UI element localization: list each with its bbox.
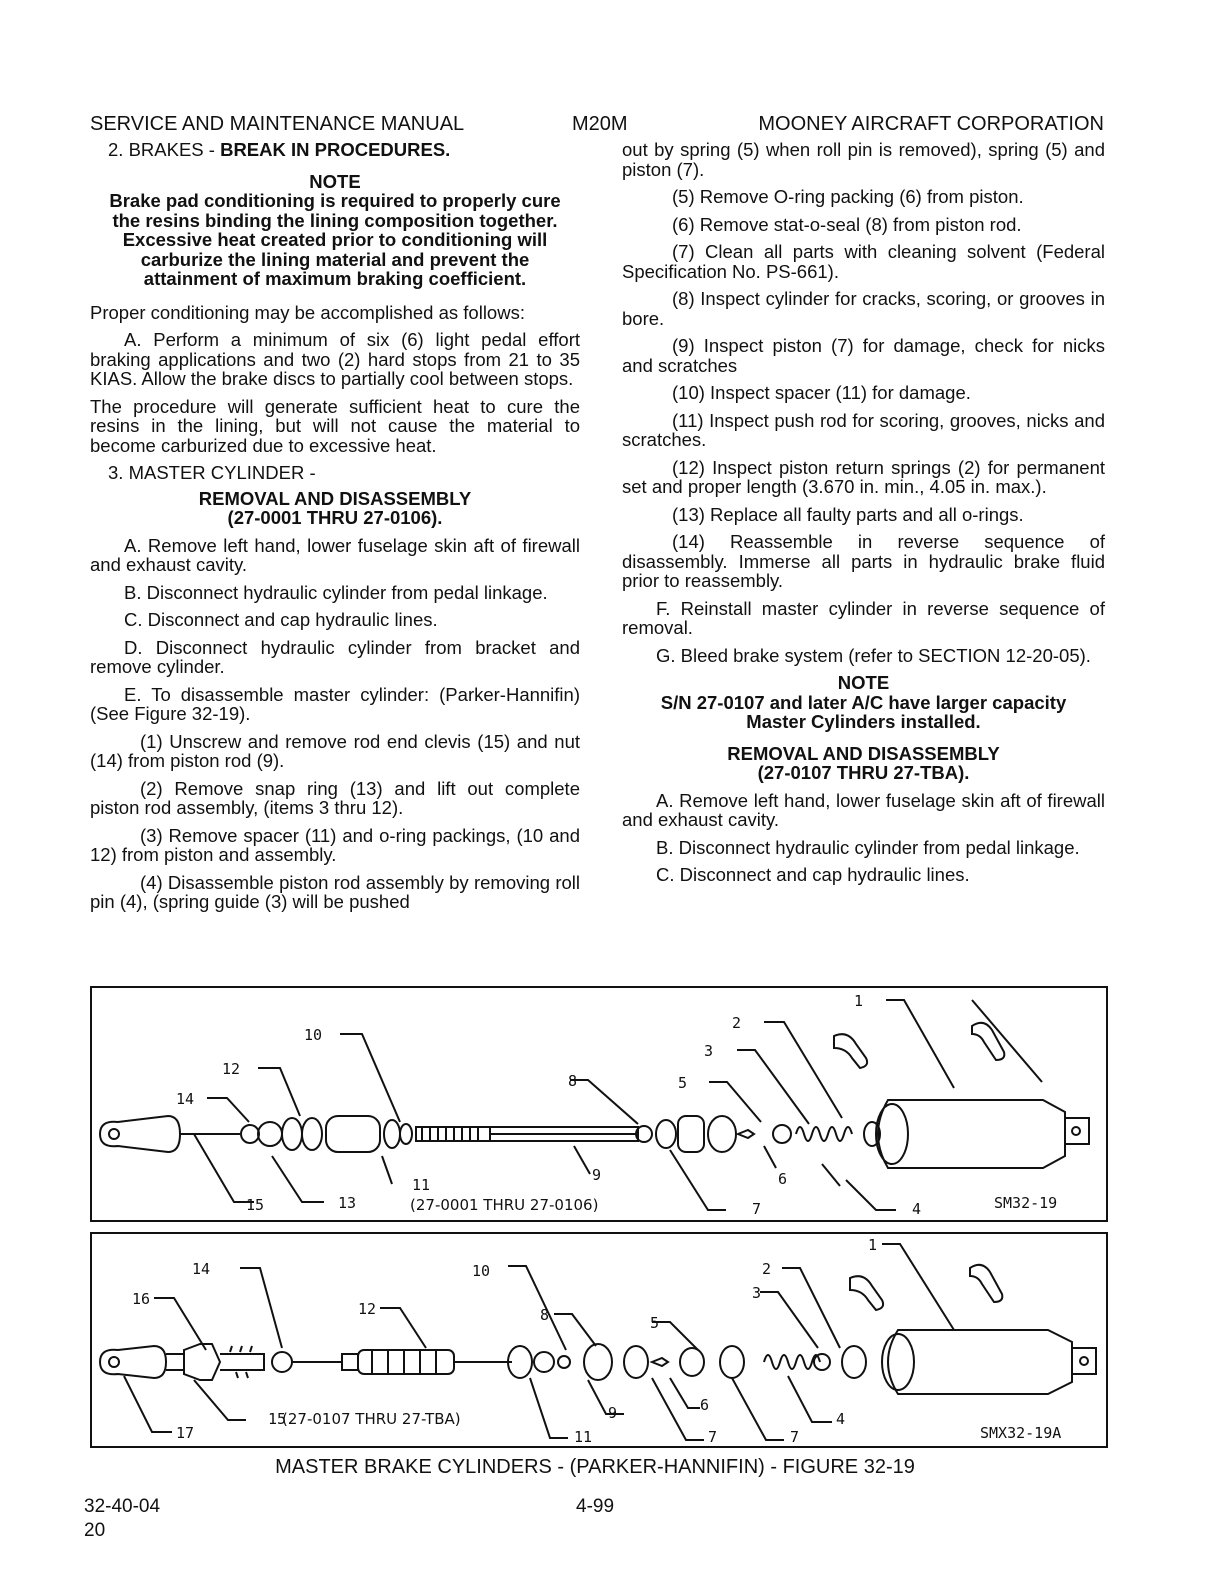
step-F: F. Reinstall master cylinder in reverse sequence of removal. xyxy=(622,597,1105,638)
removal2-range: (27-0107 THRU 27-TBA). xyxy=(757,762,970,783)
step-10: (10) Inspect spacer (11) for damage. xyxy=(672,382,971,403)
note-text: Brake pad conditioning is required to properly cure the resins binding the lining composition together. Excessive heat created prior to conditioning will carburize the lining material and prevent the attainment of maximum braking coefficient. xyxy=(109,190,561,289)
callout2-17: 17 xyxy=(176,1424,195,1442)
callout2-10: 10 xyxy=(472,1262,491,1280)
callout2-3: 3 xyxy=(752,1284,762,1302)
right-column xyxy=(622,140,1105,893)
figure-top xyxy=(90,986,1108,1222)
callout-9: 9 xyxy=(592,1166,602,1184)
callout2-7b: 7 xyxy=(790,1428,800,1446)
removal-title: REMOVAL AND DISASSEMBLY xyxy=(198,487,472,509)
header-model: M20M xyxy=(572,113,628,135)
callout2-9: 9 xyxy=(608,1404,618,1422)
footer-revision: 20 xyxy=(84,1520,106,1541)
callout-6: 6 xyxy=(778,1170,788,1188)
callout-10: 10 xyxy=(304,1026,323,1044)
step-4: (4) Disassemble piston rod assembly by removing roll pin (4), (spring guide (3) will be pushed xyxy=(90,871,580,912)
callout2-16: 16 xyxy=(132,1290,151,1308)
step2-A: A. Remove left hand, lower fuselage skin aft of firewall and exhaust cavity. xyxy=(622,789,1105,830)
callout2-2: 2 xyxy=(762,1260,772,1278)
brakes-heading xyxy=(90,140,580,160)
figure-bottom xyxy=(90,1232,1108,1448)
removal-range: (27-0001 THRU 27-0106). xyxy=(227,507,443,528)
callout-12: 12 xyxy=(222,1060,241,1078)
callout2-15: 15 xyxy=(268,1410,287,1428)
figure-bottom-range: (27-0107 THRU 27-TBA) xyxy=(282,1410,461,1428)
note-title: NOTE xyxy=(309,170,361,192)
header-manual-title: SERVICE AND MAINTENANCE MANUAL xyxy=(90,113,465,135)
callout2-7a: 7 xyxy=(708,1428,718,1446)
master-cylinder-diagram-bottom xyxy=(92,1234,1106,1446)
callout-8: 8 xyxy=(568,1072,578,1090)
page-number: 4-99 xyxy=(576,1496,615,1517)
callout-3: 3 xyxy=(704,1042,714,1060)
step2-B: B. Disconnect hydraulic cylinder from pedal linkage. xyxy=(656,836,1080,858)
note2-title: NOTE xyxy=(837,672,890,693)
master-cylinder-diagram-top xyxy=(92,988,1106,1220)
master-cylinder-heading: 3. MASTER CYLINDER - xyxy=(108,462,316,483)
callout-13: 13 xyxy=(338,1194,357,1212)
callout2-12: 12 xyxy=(358,1300,377,1318)
conditioning-result: The procedure will generate sufficient heat to cure the resins in the lining, but will not cause the material to become carburized due to excessive heat. xyxy=(90,395,580,456)
step-a: A. Perform a minimum of six (6) light pedal effort braking applications and two (2) hard stops from 21 to 35 KIAS. Allow the brake discs to partially cool between stops. xyxy=(90,329,580,389)
step-11: (11) Inspect push rod for scoring, grooves, nicks and scratches. xyxy=(622,409,1105,450)
step-1: (1) Unscrew and remove rod end clevis (15) and nut (14) from piston rod (9). xyxy=(90,730,580,771)
step-12: (12) Inspect piston return springs (2) for permanent set and proper length (3.670 in. min., 4.05 in. max.). xyxy=(622,456,1105,497)
callout2-14: 14 xyxy=(192,1260,211,1278)
callout-1: 1 xyxy=(854,992,864,1010)
step-14: (14) Reassemble in reverse sequence of disassembly. Immerse all parts in hydraulic brake fluid prior to reassembly. xyxy=(622,531,1105,591)
callout2-1: 1 xyxy=(868,1236,878,1254)
header-company: MOONEY AIRCRAFT CORPORATION xyxy=(758,113,1104,135)
callout2-8: 8 xyxy=(540,1306,550,1324)
step-2: (2) Remove snap ring (13) and lift out complete piston rod assembly, (items 3 thru 12). xyxy=(90,777,580,818)
callout2-6: 6 xyxy=(700,1396,710,1414)
callout-15: 15 xyxy=(246,1196,265,1214)
callout2-4: 4 xyxy=(836,1410,846,1428)
left-column xyxy=(90,140,580,920)
callout-11: 11 xyxy=(412,1176,431,1194)
step-4-continued: out by spring (5) when roll pin is removed), spring (5) and piston (7). xyxy=(622,139,1105,180)
figure-top-range: (27-0001 THRU 27-0106) xyxy=(410,1196,599,1214)
callout-7: 7 xyxy=(752,1200,762,1218)
step-7: (7) Clean all parts with cleaning solvent (Federal Specification No. PS-661). xyxy=(622,241,1105,282)
conditioning-intro: Proper conditioning may be accomplished as follows: xyxy=(90,301,525,323)
step-G: G. Bleed brake system (refer to SECTION 12-20-05). xyxy=(656,644,1091,666)
callout-5: 5 xyxy=(678,1074,688,1092)
callout-4: 4 xyxy=(912,1200,922,1218)
step-C: C. Disconnect and cap hydraulic lines. xyxy=(124,609,438,630)
removal2-title: REMOVAL AND DISASSEMBLY xyxy=(727,742,1000,764)
figure-caption: MASTER BRAKE CYLINDERS - (PARKER-HANNIFIN) - FIGURE 32-19 xyxy=(275,1456,915,1478)
step-D: D. Disconnect hydraulic cylinder from bracket and remove cylinder. xyxy=(90,636,580,677)
footer-section: 32-40-04 xyxy=(84,1496,161,1517)
step-3: (3) Remove spacer (11) and o-ring packings, (10 and 12) from piston and assembly. xyxy=(90,824,580,865)
step-5: (5) Remove O-ring packing (6) from piston. xyxy=(672,186,1024,207)
callout-14: 14 xyxy=(176,1090,195,1108)
note2-text: S/N 27-0107 and later A/C have larger capacity Master Cylinders installed. xyxy=(660,691,1067,732)
callout-2: 2 xyxy=(732,1014,742,1032)
step-9: (9) Inspect piston (7) for damage, check for nicks and scratches xyxy=(622,335,1105,376)
callout2-5: 5 xyxy=(650,1314,660,1332)
step-E: E. To disassemble master cylinder: (Parker-Hannifin) (See Figure 32-19). xyxy=(90,683,580,724)
figure-bottom-id: SMX32-19A xyxy=(980,1424,1062,1442)
step-A: A. Remove left hand, lower fuselage skin aft of firewall and exhaust cavity. xyxy=(90,534,580,575)
step-13: (13) Replace all faulty parts and all o-rings. xyxy=(672,503,1024,525)
step2-C: C. Disconnect and cap hydraulic lines. xyxy=(656,864,970,885)
step-8: (8) Inspect cylinder for cracks, scoring, or grooves in bore. xyxy=(622,288,1105,329)
figure-top-id: SM32-19 xyxy=(994,1194,1058,1212)
brakes-number: 2. BRAKES - xyxy=(108,139,215,160)
callout2-11: 11 xyxy=(574,1428,593,1446)
step-B: B. Disconnect hydraulic cylinder from pedal linkage. xyxy=(124,581,548,603)
step-6: (6) Remove stat-o-seal (8) from piston rod. xyxy=(672,213,1022,235)
brakes-title: BREAK IN PROCEDURES. xyxy=(220,139,451,160)
